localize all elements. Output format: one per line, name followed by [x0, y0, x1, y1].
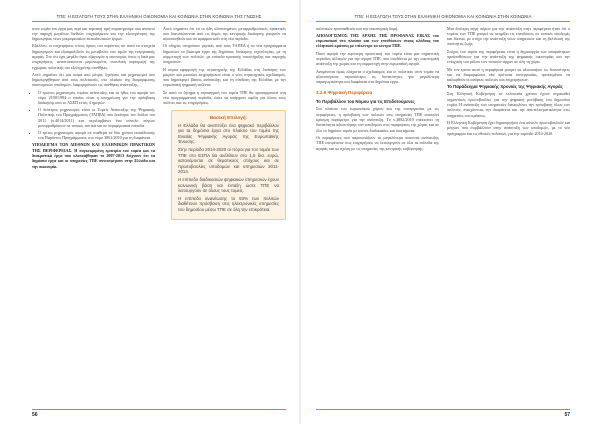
paragraph: Με τον τρόπο αυτό η περιφέρεια μπορεί να αξιοποιήσει τις δυνατότητες και να διαμορφώσει νέα πρότυπα συνεργασίας, προκειμένου να καλυφθούν οι ανάγκες πολιτών και επιχειρήσεων.	[447, 66, 570, 83]
right-page	[300, 0, 600, 424]
paragraph: Αυτό σημαίνει ότι τα οι ήδη υλοποιημένες μεταρρυθμιστικές πρακτικές που διατυπώνονται από τις δομές της κεντρικής διοίκησης μπορούν να αξιοποιηθούν και να εφαρμοστούν στη νέα περίοδο.	[163, 25, 286, 42]
paragraph: Οι οδηγίες στοχεύουν μερικές από τους ΤΑΠΕΔ ή τα νέα προγράμματα δημοσίων τα βιώσιμα έργα της δημόσιας διοίκησης τεχνολογίας, με τη συμμετοχή των πολιτών, με επίπεδο κρατικής υποστήριξης και παροχής υπηρεσιών.	[163, 43, 286, 65]
highlight-box	[171, 110, 286, 220]
running-header-right: ΤΠΕ: Η ΕΙΣΑΓΩΓΗ ΤΟΥΣ ΣΤΗΝ ΕΛΛΗΝΙΚΗ ΟΙΚΟΝΟΜΙΑ ΚΑΙ ΚΟΙΝΩΝΙΑ ΣΤΗΝ ΚΟΙΝΩΝΙΑ	[316, 14, 570, 22]
page-number: 57	[564, 412, 570, 418]
box-paragraph: Η επίπεδο διαδικασιών ψηφιακών υπηρεσιών έχουν κοινωνική βάση και ένταξη ώστε ΤΠΕ να λειτουργούν σε όλους τους τομείς.	[178, 177, 279, 194]
box-paragraph: Στην περίοδο 2014-2020 οι πόροι για τον τομέα των ΤΠΕ στο ΕΣΠΑ θα ανέλθουν στο 1,5 δισ. ευρώ, κατανέμονται σε θεματικούς στόχους και σε πρωτοβουλίες υποδομών και υπηρεσιών 2011-2014.	[178, 147, 279, 175]
paragraph: Στο πλαίσιο του ευρωπαϊκού χώρου και της συνεργασίας με τις περιφέρειες, η πρόσβαση των πολιτών στις υπηρεσίες ΤΠΕ αποτελεί κρίσιμη παράμετρο για την ανάπτυξη. Το ν.3882/2010 επεκτείνει τη δυνατότητα αξιοποίησης των υποδομών στις περιφέρειες της χώρας και σε όλο το δημόσιο τομέα με κοινές διαδικασίες και συστήματα.	[316, 106, 439, 133]
subsection-title: Το Περιβάλλον του Νόμου για τις Επιδοτούμενες	[316, 99, 415, 105]
paragraph: Αυτό σημαίνει ότι μια σειρά από μέτρα, ζητήσεις και μηχανισμοί που δημιουργήθηκαν από τους πολιτικούς, στο πλαίσιο της διαμόρφωσης οικονομικών υποδομών, διαμορφώνουν τις συνθήκες ανάπτυξης.	[32, 71, 155, 88]
left-column-2	[163, 26, 286, 220]
paragraph: στον τομέα του έργα μας περί και τομεακή τιμή παρατηρούμε πως ανοικτό την παροχή μεγάλων διεθνών επιχειρήσεων και την εξυπηρέτηση της δημιουργίας νέων μικρομεσαίων εκπαιδευτικών έργων.	[32, 25, 155, 42]
box-paragraph: Η επίπεδο ανανέωσης το 93% των πολιτών διαθέτουν πρόσβαση στις ηλεκτρονικές υπηρεσίες του δημοσίου μέσω ΤΠΕ σε όλη την επικράτεια.	[178, 195, 279, 212]
paragraph: Οι περιφέρειες που παρουσιάζουν τα μεγαλύτερα ποσοστά ανάπτυξης ΤΠΕ επιτρέπουν στις επιχειρήσεις να λειτουργούν σε όλα τα επίπεδα της αγοράς και σε σχέση με τις υπηρεσίες της κεντρικής κυβέρνησης.	[316, 134, 439, 151]
subsection-title: Το Παράδειγμα Ψηφιακής Χρονιάς της Ψηφιακής Αγοράς	[447, 84, 563, 90]
right-column-2	[447, 26, 570, 153]
paragraph: Στόχος του τομέα της περιφέρειας είναι η δημιουργία των απαραίτητων προϋποθέσεων για την ανάπτυξη της ψηφιακής οικονομίας και την ενίσχυση του ρόλου των τοπικών αρχών σε όλη τη χώρα.	[447, 48, 570, 65]
paragraph: Η κύρια εφαρμογή της στρατηγικής της Ελλάδας στη διοίκηση των μικρών και μεσαίων επιχειρήσεων είναι ο νέος στρατηγικός σχεδιασμός, που δημιουργεί βάσεις ανάπτυξης και τη σύνδεση της Ελλάδας με την ευρωπαϊκή ψηφιακή ατζέντα.	[163, 66, 286, 88]
footer-rule	[32, 409, 286, 410]
paragraph: ΥΠΟΔΕΙΓΜΑ ΤΩΝ ΔΙΕΘΝΩΝ ΚΑΙ ΕΛΛΗΝΙΚΩΝ ΠΡΑΚΤΙΚΩΝ ΤΗΣ ΠΕΡΙΦΕΡΕΙΑΣ. Η συγκεκριμένη εμπειρία του τομέα και τα διακρατικά έργα που υλοποιήθηκαν το 2007-2013 δείχνουν ότι τα δημόσια έργα και οι υπηρεσίες ΤΠΕ συνεισφέρουν στην Ελλάδα και την οικονομία.	[32, 142, 155, 169]
section-title: 3.2.6 Ψηφιακή Περιφέρεια	[316, 90, 373, 96]
footer-rule	[316, 409, 570, 410]
right-column-1	[316, 26, 439, 153]
paragraph: Σε αυτό το ζήτημα η στρατηγική του τομέα ΤΠΕ θα προσαρμοστεί στη νέα προγραμματική περίοδο, ώστε να υπάρχουν οφέλη για όλους τους πολίτες και τις επιχειρήσεις.	[163, 89, 286, 106]
page-number: 56	[32, 412, 38, 418]
page-gutter	[299, 0, 301, 424]
paragraph: Η Ελληνική Κυβέρνηση έχει δημιουργήσει ένα σύνολο πρωτοβουλιών και μέτρων που συμβάλλουν στην ανάπτυξη των υποδομών, με το νέο πρόγραμμα και τις εθνικές πολιτικές για την περίοδο 2014-2020.	[447, 119, 570, 136]
list-item: • Ο πρώτος μηχανισμός τομέας ανάπτυξης και το ήθος του αφορά τον νόμο 2190/1994 ο οποίος είναι η υποχρέωση για την πρόσβαση διοίκησης από το ΑΣΕΠ εντός 4 ημερών.	[38, 90, 155, 106]
right-page-columns	[316, 26, 570, 153]
paragraph: Στη Ελληνική Κυβέρνηση τα τελευταία χρόνια έχουν σημειωθεί σημαντικές πρωτοβουλίες για την ψηφιακή μετάβαση του δημοσίου τομέα. Η ανάπτυξη των υπηρεσιών διευκολύνει την πρόσβαση όλων των πολιτών, ενισχύοντας την διαφάνεια και την αποτελεσματικότητα στις υπηρεσίες του κράτους.	[447, 91, 570, 118]
paragraph: πολιτικών προσπαθειών και την οικονομική δομή.	[316, 25, 399, 31]
paragraph: Αναμένεται όμως ελάχιστα ο σχεδιασμός και οι πολιτικές στον τομέα να αξιοποιήσουν περισσότερο τις δυνατότητες για μεγαλύτερη παραγωγικότητα και διαφάνεια στα δημόσια έργα.	[316, 68, 439, 85]
box-title: Βασική Επιλογή:	[209, 114, 248, 120]
list-item: • Ο τρίτος μηχανισμός αφορά σε σταθερά τα δύο χρόνια εκπαίδευσης του Παρόντος Προγράμματος στο νόμο 3861/2010 για τη διαφάνεια.	[38, 130, 155, 141]
paragraph: Μια δεύτερη πηγή πόρων για την ανάπτυξη στην περιφέρεια ήταν ότι ο τομέας των ΤΠΕ μπορεί να στηρίξει τις επενδύσεις σε τοπικές υποδομές και δίκτυα, με στόχο την ανάπτυξη νέων υπηρεσιών και τη βελτίωση της ποιότητας ζωής.	[447, 25, 570, 47]
box-paragraph: Η Ελλάδα θα αναπτύξει ένα ψηφιακό περιβάλλον για τα δημόσια έργα στο πλαίσιο του τομέα της Ενιαίας Ψηφιακής Αγοράς της Ευρωπαϊκής Ένωσης.	[178, 122, 279, 145]
paragraph: Εξάλλου, οι επιχειρήσεις στους όρους του παρόντος απ αυτά τα στοιχεία δημιουργούν και εξασφαλίζουν τις μεταβολές των τιμών της ενεργειακής αγοράς. Στο ότι έχει μεγάλο όγκο εξαγωγών η οικονομία, όπως η δικά μας επιχειρήσεις, αναπτύσσονται μεμονωμένα, συνολική παραγωγή της εγχώριας πολιτικής πιο εξελιγμένης συνθήκες.	[32, 43, 155, 70]
paragraph: Όσον αφορά την ευρύτερη προοπτική του τομέα είναι μια σημαντική περίοδος αλλαγών για την αγορά ΤΠΕ, που συνδέεται με την οικονομική ανάπτυξη της χώρας και τη συμμετοχή στην ευρωπαϊκή αγορά.	[316, 50, 439, 67]
paragraph: ΑΠΟΛΟΓΙΣΜΟΣ ΤΗΣ ΑΡΧΗΣ ΤΗΣ ΠΡΟΦΑΝΑΣ ΕΙΚΑΣ του ευρωπαϊκού στο πλαίσιο και των επενδύσεων στους κλάδους του ελληνικού κράτους με επίκεντρο τα κέντρα ΤΠΕ.	[316, 32, 439, 49]
left-page-columns	[32, 26, 286, 220]
list-item: • Ο δεύτερος μηχανισμός είναι οι Τομείς Ανάπτυξης της Ψηφιακής Πολιτικής του Προγράμματος (ΤΑΠΕΔ) που ξεκίνησε τον Ιούλιο του 2011 (ν.4014/2011) και περιλαμβάνει ένα σύνολο πάγιων μεταρρυθμίσεων σε τοπικά, αστικά και σε περιφερειακά επίπεδα.	[38, 107, 155, 128]
bullet-list	[32, 90, 155, 141]
left-column-1	[32, 26, 155, 220]
running-header-left: ΤΠΕ: Η ΕΙΣΑΓΩΓΗ ΤΟΥΣ ΣΤΗΝ ΕΛΛΗΝΙΚΗ ΟΙΚΟΝΟΜΙΑ ΚΑΙ ΚΟΙΝΩΝΙΑ ΣΤΗΝ ΚΟΙΝΩΝΙΑ ΤΗΣ ΓΝΩΣΗΣ	[32, 14, 286, 22]
